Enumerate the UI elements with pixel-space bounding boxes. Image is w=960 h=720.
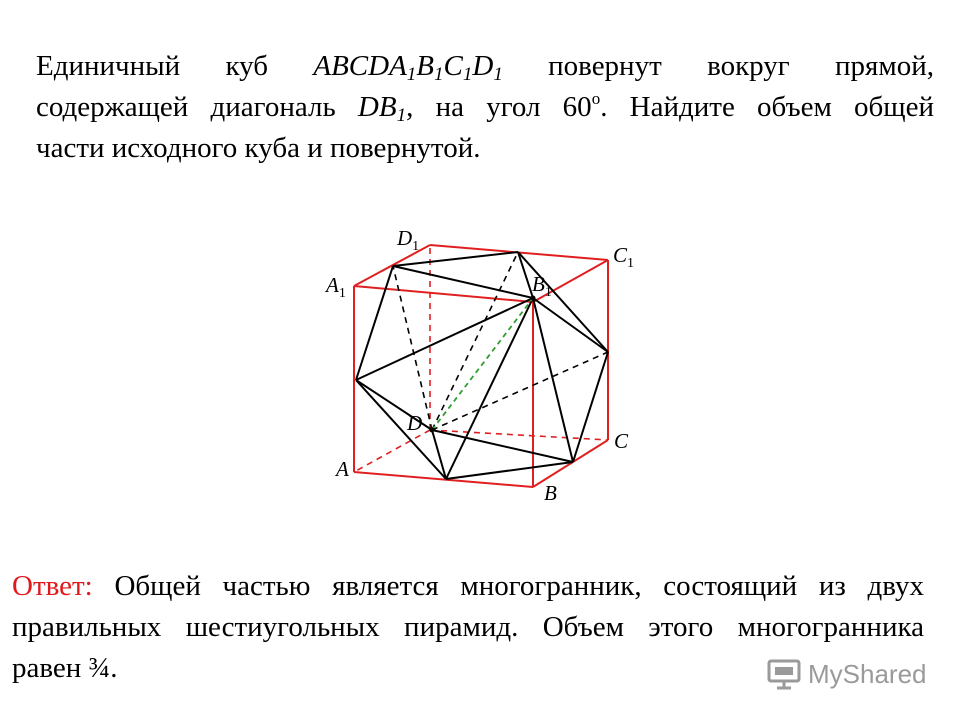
answer-label: Ответ: <box>12 570 93 602</box>
hex-edge-4 <box>446 462 573 479</box>
cube-hidden-edges <box>354 245 608 472</box>
apex-D-hidden-3 <box>432 352 608 430</box>
label-A: A <box>336 457 349 481</box>
cube-name-main: ABCDA <box>313 50 407 82</box>
answer-line-3: равен ¾. <box>12 652 118 684</box>
problem-line-2 <box>36 87 934 128</box>
edge-DA <box>354 430 430 472</box>
problem-text-1b: повернут вокруг прямой, <box>502 50 934 82</box>
answer-text-1: Общей частью является многогранник, состоящий из двух <box>92 570 924 602</box>
problem-text-1a: Единичный куб <box>36 50 314 82</box>
axis-diagonal-DB1 <box>432 298 533 430</box>
watermark <box>766 656 927 692</box>
point-D <box>430 428 435 433</box>
label-D1: $D_1$ <box>397 226 420 254</box>
apex-B1-edge-5 <box>446 298 533 479</box>
presentation-screen-icon <box>766 658 802 690</box>
answer-line-1 <box>12 566 924 607</box>
apex-D-edge-3 <box>432 430 573 462</box>
edge-AB <box>354 472 533 487</box>
problem-text-2c: . Найдите объем общей <box>600 91 934 123</box>
degree-mark: o <box>591 89 601 108</box>
cube-rotation-diagram <box>300 215 660 515</box>
diagonal-main: DB <box>357 91 397 123</box>
diagonal-name: $DB_1$ <box>357 91 407 126</box>
apex-B1-edge-6 <box>356 298 533 380</box>
problem-line-3: части исходного куба и повернутой. <box>36 132 481 164</box>
problem-line-1 <box>36 46 934 87</box>
label-D: D <box>407 411 423 435</box>
apex-B1-edge-1 <box>393 266 533 298</box>
watermark-text: MyShared <box>808 658 927 689</box>
label-B: B <box>544 481 557 505</box>
hex-edge-6 <box>356 266 393 380</box>
edge-A1B1 <box>354 286 533 302</box>
label-B1: $B_1$ <box>532 272 552 300</box>
point-B1 <box>531 296 536 301</box>
label-C1: $C_1$ <box>613 243 635 271</box>
label-A1: $A_1$ <box>326 273 346 301</box>
problem-statement <box>36 46 934 169</box>
edge-BC <box>533 440 608 487</box>
hex-edge-3 <box>573 352 608 462</box>
problem-text-2b: , на угол 60 <box>406 91 592 123</box>
problem-text-2a: содержащей диагональ <box>36 91 358 123</box>
cube-name: $ABCDA_1B_1C_1D_1$ <box>313 50 503 85</box>
answer-line-2: правильных шестиугольных пирамид. Объем этого многогранника <box>12 611 924 643</box>
label-C: C <box>614 429 629 453</box>
